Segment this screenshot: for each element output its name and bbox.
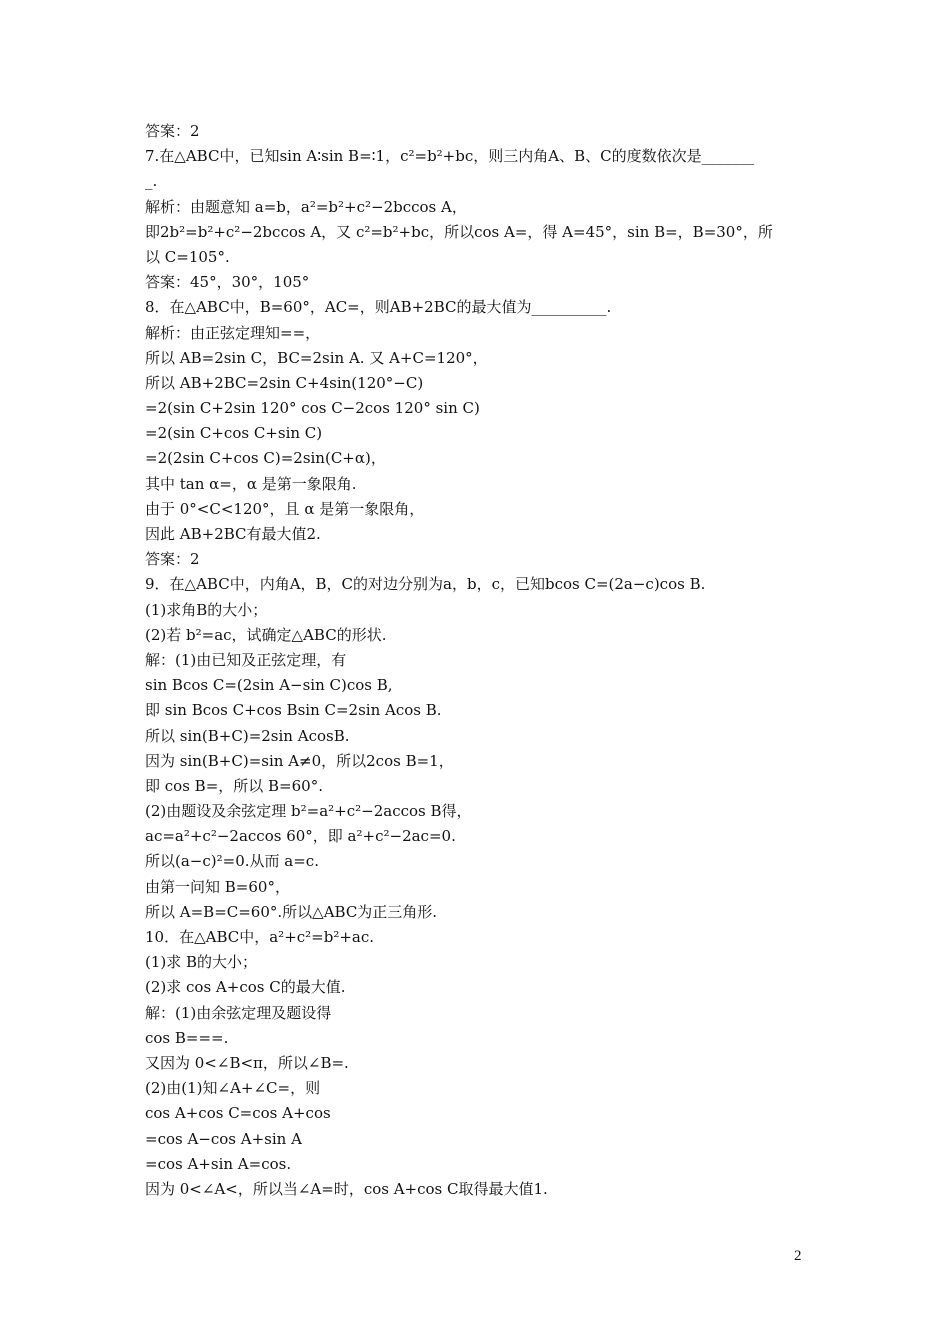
text-line: =2(sin C+2sin 120° cos C−2cos 120° sin C)	[145, 399, 480, 418]
text-line: (2)由题设及余弦定理 b²=a²+c²−2accos B得，	[145, 802, 472, 821]
text-line: 因为 0<∠A<，所以当∠A=时，cos A+cos C取得最大值1.	[145, 1179, 548, 1198]
text-line: cos B===.	[145, 1028, 229, 1047]
document-body	[145, 119, 810, 1202]
text-line: 所以 AB=2sin C，BC=2sin A. 又 A+C=120°，	[145, 348, 488, 367]
text-line: 其中 tan α=，α 是第一象限角.	[145, 474, 357, 493]
text-line: 答案：2	[145, 550, 200, 569]
text-line: 由第一问知 B=60°，	[145, 877, 290, 896]
text-line: (1)求 B的大小；	[145, 953, 258, 972]
text-line: =cos A+sin A=cos.	[145, 1154, 292, 1173]
text-line: =2(sin C+cos C+sin C)	[145, 424, 323, 443]
text-line: 所以 AB+2BC=2sin C+4sin(120°−C)	[145, 373, 424, 392]
text-line: (1)求角B的大小；	[145, 600, 268, 619]
text-line: 9．在△ABC中，内角A，B，C的对边分别为a，b，c，已知bcos C=(2a−c)cos B.	[145, 575, 706, 594]
text-line: 因为 sin(B+C)=sin A≠0，所以2cos B=1，	[145, 751, 454, 770]
text-line: 所以 A=B=C=60°.所以△ABC为正三角形.	[145, 902, 438, 921]
text-line: 又因为 0<∠B<π，所以∠B=.	[145, 1053, 349, 1072]
text-line: 答案：45°，30°，105°	[145, 273, 310, 292]
text-line: 所以(a−c)²=0.从而 a=c.	[145, 852, 319, 871]
text-line: =cos A−cos A+sin A	[145, 1129, 302, 1148]
text-line: (2)若 b²=ac，试确定△ABC的形状.	[145, 625, 387, 644]
text-line: (2)由(1)知∠A+∠C=，则	[145, 1079, 321, 1098]
text-line: =2(2sin C+cos C)=2sin(C+α)，	[145, 449, 386, 468]
text-line: _.	[145, 172, 158, 191]
text-line: 10．在△ABC中，a²+c²=b²+ac.	[145, 928, 375, 946]
text-line: 解：(1)由余弦定理及题设得	[145, 1003, 332, 1022]
text-line: 解：(1)由已知及正弦定理，有	[145, 650, 347, 669]
text-line: 所以 sin(B+C)=2sin AcosB.	[145, 726, 350, 745]
page-number: 2	[794, 1248, 802, 1264]
text-line: cos A+cos C=cos A+cos	[145, 1104, 331, 1123]
text-line: 即2b²=b²+c²−2bccos A，又 c²=b²+bc，所以cos A=，得 A=45°，sin B=，B=30°，所	[145, 222, 773, 241]
text-line: 解析：由正弦定理知==，	[145, 323, 321, 342]
text-line: 7.在△ABC中，已知sin A∶sin B=∶1，c²=b²+bc，则三内角A、B、C的度数依次是_______	[145, 147, 755, 166]
text-line: 解析：由题意知 a=b，a²=b²+c²−2bccos A，	[145, 197, 467, 216]
text-line: (2)求 cos A+cos C的最大值.	[145, 978, 346, 997]
text-line: 即 sin Bcos C+cos Bsin C=2sin Acos B.	[145, 701, 442, 720]
text-line: 答案：2	[145, 122, 200, 140]
text-line: sin Bcos C=(2sin A−sin C)cos B,	[145, 676, 393, 695]
text-line: 因此 AB+2BC有最大值2.	[145, 525, 321, 543]
text-line: 由于 0°<C<120°，且 α 是第一象限角，	[145, 499, 425, 518]
text-line: 以 C=105°.	[145, 247, 230, 266]
text-line: 8．在△ABC中，B=60°，AC=，则AB+2BC的最大值为__________.	[145, 298, 612, 317]
text-line: ac=a²+c²−2accos 60°，即 a²+c²−2ac=0.	[145, 827, 456, 846]
text-line: 即 cos B=，所以 B=60°.	[145, 776, 323, 795]
